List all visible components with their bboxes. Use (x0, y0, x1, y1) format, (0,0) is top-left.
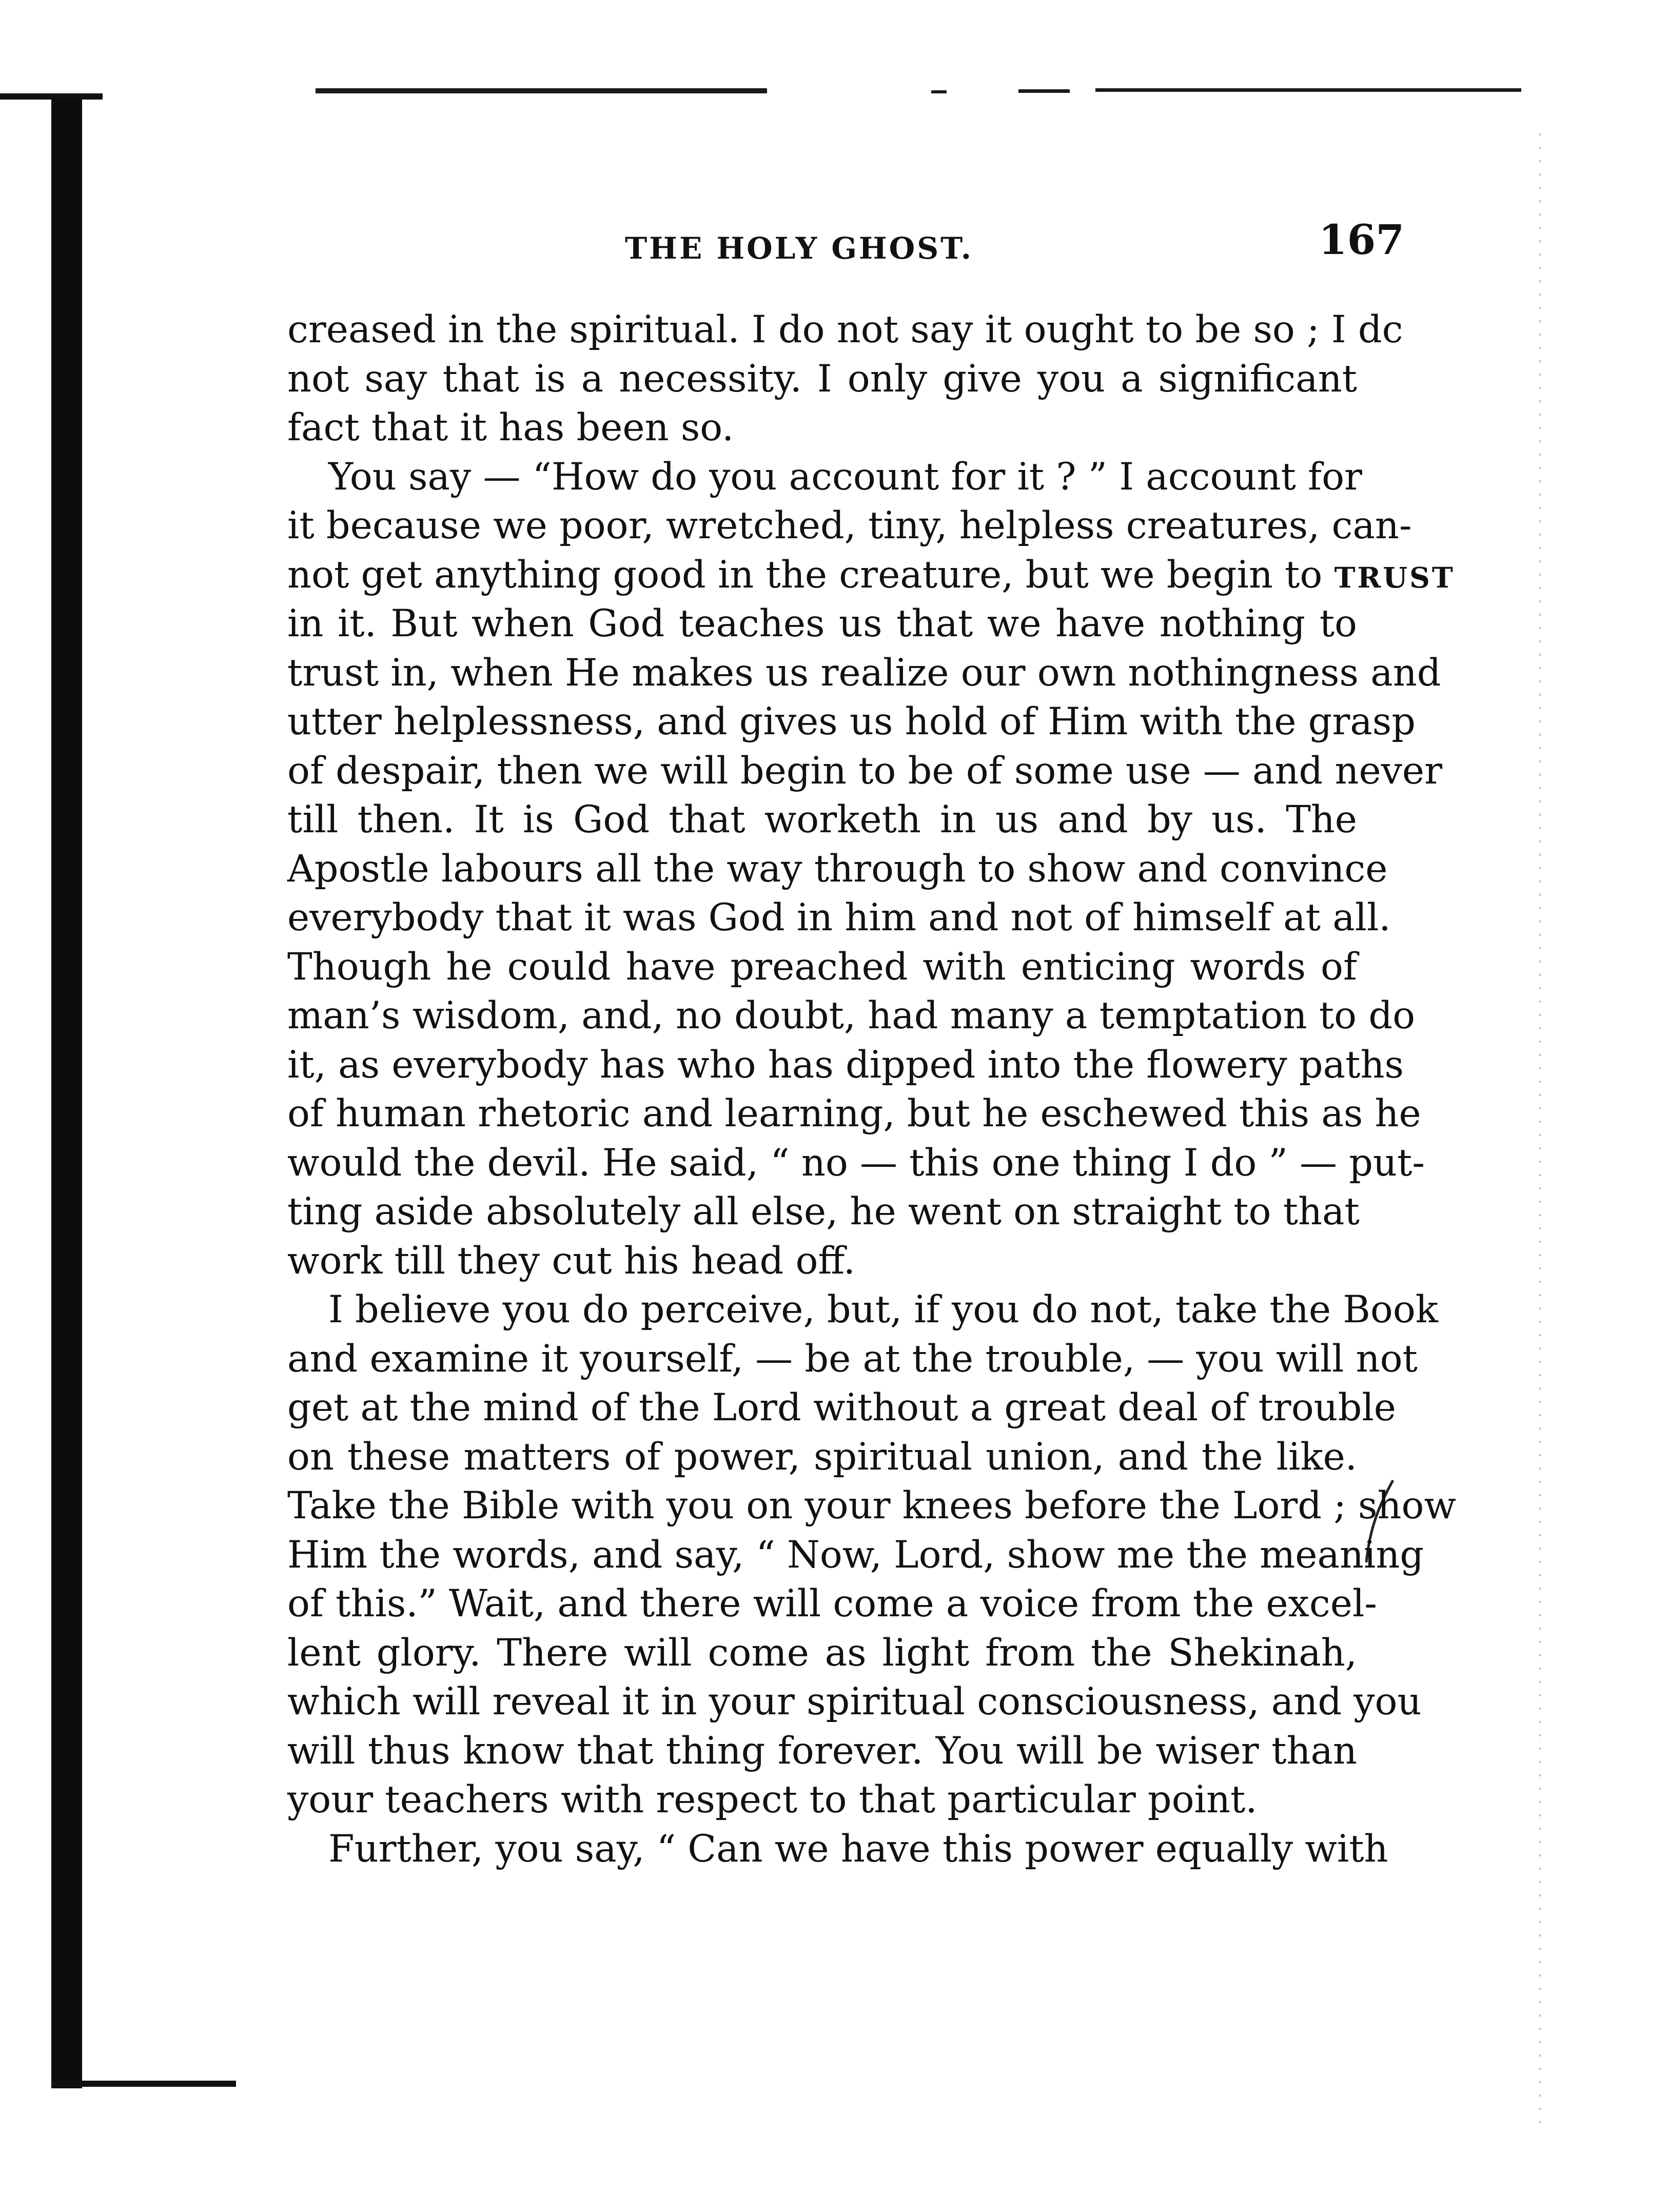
text-line: work till they cut his head off. (287, 1239, 855, 1283)
text-line: creased in the spiritual. I do not say it ought to be so ; I dc (287, 308, 1403, 351)
text-line: it, as everybody has who has dipped into the flowery paths (287, 1043, 1404, 1087)
text-line: will thus know that thing forever. You will be wiser than (287, 1729, 1357, 1773)
text-line: in it. But when God teaches us that we have nothing to (287, 602, 1357, 645)
text-line: everybody that it was God in him and not of himself at all. (287, 896, 1391, 939)
text-line: lent glory. There will come as light from the Shekinah, (287, 1631, 1357, 1675)
small-caps-word: TRUST (1334, 560, 1455, 594)
binding-edge-foot (51, 2081, 236, 2087)
text-line: fact that it has been so. (287, 406, 734, 449)
text-line: Apostle labours all the way through to show and convince (287, 847, 1388, 891)
running-title: THE HOLY GHOST. (625, 231, 973, 266)
text-line: would the devil. He said, “ no — this one thing I do ” — put- (287, 1141, 1425, 1185)
text-line: Though he could have preached with enticing words of (287, 945, 1357, 989)
binding-edge-shadow (51, 97, 82, 2088)
text-line: trust in, when He makes us realize our own nothingness and (287, 651, 1441, 695)
text-line: I believe you do perceive, but, if you do not, take the Book (328, 1288, 1439, 1332)
page-edge-speckle (1539, 133, 1541, 2124)
text-line: utter helplessness, and gives us hold of Him with the grasp (287, 700, 1416, 743)
text-line (287, 551, 1455, 600)
text-fragment: not get anything good in the creature, but we begin to (287, 553, 1323, 597)
top-rule-dash-decoration (931, 90, 947, 93)
text-line: your teachers with respect to that particular point. (287, 1778, 1258, 1822)
text-line: on these matters of power, spiritual union, and the like. (287, 1435, 1357, 1479)
text-line: of this.” Wait, and there will come a voice from the excel- (287, 1582, 1377, 1626)
text-line: get at the mind of the Lord without a great deal of trouble (287, 1386, 1396, 1430)
text-line: Further, you say, “ Can we have this power equally with (328, 1827, 1388, 1871)
text-line: Him the words, and say, “ Now, Lord, show me the meaning (287, 1533, 1424, 1577)
text-line: it because we poor, wretched, tiny, helpless creatures, can- (287, 504, 1412, 547)
top-rule-decoration-3 (1095, 88, 1521, 92)
body-text (287, 305, 1456, 1873)
text-line: Take the Bible with you on your knees before the Lord ; show (287, 1484, 1456, 1528)
page-number: 167 (1319, 216, 1404, 264)
text-line: man’s wisdom, and, no doubt, had many a temptation to do (287, 994, 1416, 1038)
top-rule-decoration (316, 88, 767, 93)
text-line: which will reveal it in your spiritual consciousness, and you (287, 1680, 1422, 1724)
top-rule-decoration-2 (1018, 89, 1070, 93)
text-line: till then. It is God that worketh in us and by us. The (287, 798, 1357, 841)
text-line: ting aside absolutely all else, he went on straight to that (287, 1190, 1360, 1234)
text-line: of human rhetoric and learning, but he eschewed this as he (287, 1092, 1421, 1136)
text-line: and examine it yourself, — be at the trouble, — you will not (287, 1337, 1418, 1381)
text-line: You say — “How do you account for it ? ” I account for (328, 455, 1362, 499)
text-line: not say that is a necessity. I only give you a significant (287, 357, 1357, 401)
text-line: of despair, then we will begin to be of some use — and never (287, 749, 1443, 793)
